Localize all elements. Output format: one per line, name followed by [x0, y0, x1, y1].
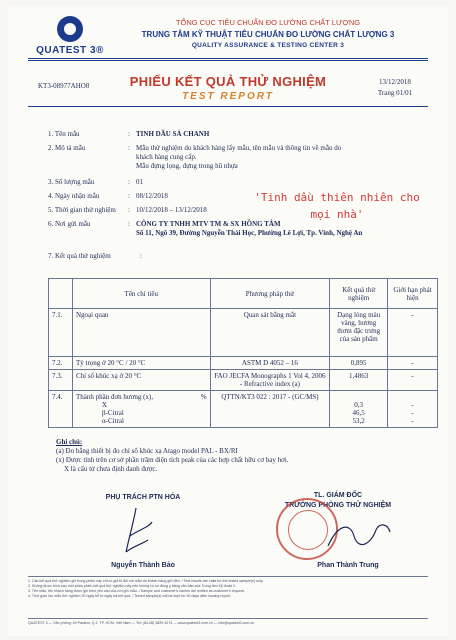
note-item: (x) Được tính trên cơ sở phần trăm diện tích peak của các hợp chất hữu cơ bay hơi.	[56, 456, 289, 464]
right-signer-title-2: TRƯỞNG PHÒNG THỬ NGHIỆM	[284, 502, 392, 509]
table-row	[49, 391, 438, 428]
info-label: Kết quả thử nghiệm	[55, 252, 111, 260]
sub-result: 53,2	[352, 417, 365, 425]
sub-limit: -	[411, 409, 414, 417]
info-label: Ngày nhận mẫu	[55, 192, 100, 200]
footer-line: 2. Không được trích sao một phần phiếu kết quả thử nghiệm này nếu không có sự đồng ý bằng văn bản của Trung tâm Kỹ thuật 3.	[28, 584, 236, 588]
results-table	[48, 278, 438, 428]
center-name-en: QUALITY ASSURANCE & TESTING CENTER 3	[191, 42, 345, 49]
page-number: Trang 01/01	[377, 89, 413, 97]
quatest-logo	[36, 16, 104, 56]
logo-text: QUATEST 3®	[36, 45, 104, 56]
sample-name-value: TINH DẦU SẢ CHANH	[136, 130, 210, 138]
info-num: 3.	[48, 178, 54, 186]
table-header-row	[49, 279, 438, 309]
row-unit: %	[200, 393, 207, 401]
sender-address: Số 11, Ngõ 39, Đường Nguyễn Thái Học, Phường Lê Lợi, Tp. Vinh, Nghệ An	[136, 229, 363, 237]
header-rule-2	[28, 60, 428, 61]
test-report-page	[8, 6, 448, 636]
sub-result: 0,3	[354, 401, 364, 409]
footer-line: 4. Thời gian lưu mẫu thử nghiệm 30 ngày kể từ ngày trả kết quả. / Tested sample(s) will be kept for 30 days after issuing report.	[28, 594, 231, 598]
info-label: Tên mẫu	[54, 130, 80, 138]
sub-limit: -	[411, 417, 414, 425]
row-method: ASTM D 4052 – 16	[210, 357, 330, 370]
footer-line: 1. Các kết quả thử nghiệm ghi trong phiếu này chỉ có giá trị đối với mẫu do khách hàng gửi đến. / Test results are valid for the tested sample(s) only.	[28, 579, 264, 583]
info-colon: :	[128, 144, 130, 152]
row-num: 7.4.	[49, 391, 73, 428]
left-signature	[108, 506, 168, 558]
notes-title: Ghi chú:	[56, 438, 83, 446]
row-result	[330, 391, 388, 428]
info-label: Mô tả mẫu	[55, 144, 86, 152]
sub-component-name: β-Citral	[101, 409, 124, 417]
table-header: Kết quả thử nghiệm	[330, 279, 388, 309]
sub-component-name: X	[101, 401, 108, 409]
description-value	[136, 144, 346, 171]
left-signer-title: PHỤ TRÁCH PTN HÓA	[105, 494, 181, 501]
row-num: 7.2.	[49, 357, 73, 370]
info-label: Nơi gửi mẫu	[55, 220, 91, 228]
sender-company: CÔNG TY TNHH MTV TM & SX HỒNG TÂM	[136, 220, 281, 228]
row-result: Dạng lỏng màu vàng, hương thơm đặc trưng của sản phẩm	[330, 309, 388, 357]
row-limit	[388, 391, 438, 428]
description-text-2: Mẫu đựng lọng, đựng trong hũ nhựa	[136, 162, 238, 170]
quatest-logo-icon	[57, 16, 83, 42]
info-num: 2.	[48, 144, 54, 152]
info-row-description	[48, 144, 438, 174]
report-code: KT3-08977AHO8	[38, 82, 90, 90]
sub-component-name: α-Citral	[101, 417, 124, 425]
table-header-num	[49, 279, 73, 309]
right-signer-title-1: TL. GIÁM ĐỐC	[313, 492, 363, 499]
row-limit: -	[388, 370, 438, 391]
sub-limit: -	[411, 401, 414, 409]
row-limit: -	[388, 309, 438, 357]
notes-section	[56, 438, 289, 474]
footer-address: QUATEST 3 — Văn phòng: 49 Pasteur, Q.1, TP. HCM, Việt Nam — Tel: (84-28) 3829 4274 — www.quatest3.com.vn — info@quatest3.com.vn	[28, 618, 428, 626]
row-name-text: Thành phần đơn hương (x),	[75, 393, 154, 401]
agency-name: TỔNG CỤC TIÊU CHUẨN ĐO LƯỜNG CHẤT LƯỢNG	[175, 18, 361, 27]
info-num: 5.	[48, 206, 54, 214]
footer-line: 3. Tên mẫu, tên khách hàng được ghi theo yêu cầu của nơi gửi mẫu. / Sample and customer's names are written as customer's request.	[28, 589, 245, 593]
title-rule	[28, 106, 428, 107]
note-item: (a) Đo bằng thiết bị đo chỉ số khúc xạ Atago model PAL - BX/RI	[56, 447, 238, 455]
row-name: Tỷ trọng ở 20 °C / 20 °C	[72, 357, 210, 370]
row-num: 7.3.	[49, 370, 73, 391]
row-result: 1,4863	[330, 370, 388, 391]
row-method: Quan sát bằng mắt	[210, 309, 330, 357]
row-limit: -	[388, 357, 438, 370]
right-signer-name: Phan Thành Trung	[317, 562, 379, 569]
footer-terms	[28, 576, 428, 599]
report-date: 13/12/2018	[379, 78, 411, 86]
info-colon: :	[140, 252, 142, 260]
handwritten-line-2: mọi nhà'	[310, 208, 364, 221]
right-signature	[324, 516, 394, 560]
info-colon: :	[128, 206, 130, 214]
table-header: Tên chỉ tiêu	[72, 279, 210, 309]
received-date-value: 08/12/2018	[136, 192, 168, 200]
info-num: 1.	[48, 130, 54, 138]
info-colon: :	[128, 178, 130, 186]
info-num: 6.	[48, 220, 54, 228]
info-num: 7.	[48, 252, 54, 260]
handwritten-annotation	[232, 189, 442, 223]
sub-result: 46,5	[352, 409, 365, 417]
left-signer-name: Nguyễn Thành Bảo	[111, 562, 175, 569]
table-row	[49, 357, 438, 370]
table-header: Giới hạn phát hiện	[388, 279, 438, 309]
info-colon: :	[128, 130, 130, 138]
test-period-value: 10/12/2018 – 13/12/2018	[136, 206, 207, 214]
info-label: Số lượng mẫu	[55, 178, 95, 186]
row-name: Chỉ số khúc xạ ở 20 °C	[72, 370, 210, 391]
row-result: 0,895	[330, 357, 388, 370]
info-colon: :	[128, 192, 130, 200]
report-title-vn: PHIẾU KẾT QUẢ THỬ NGHIỆM	[129, 74, 327, 89]
row-method: QTTN/KT3 022 : 2017 - (GC/MS)	[210, 391, 330, 428]
row-name: Ngoại quan	[72, 309, 210, 357]
header-rule	[28, 58, 428, 59]
row-method: FAO JECFA Monographs 1 Vol 4, 2006 - Refractive index (a)	[210, 370, 330, 391]
info-row-sample-name	[48, 130, 438, 142]
info-row-results	[48, 252, 438, 264]
info-colon: :	[128, 220, 130, 228]
table-row	[49, 309, 438, 357]
quantity-value: 01	[136, 178, 143, 186]
table-header: Phương pháp thử	[210, 279, 330, 309]
info-num: 4.	[48, 192, 54, 200]
report-title-en: TEST REPORT	[182, 91, 274, 102]
center-name-vn: TRUNG TÂM KỸ THUẬT TIÊU CHUẨN ĐO LƯỜNG CHẤT LƯỢNG 3	[141, 30, 395, 39]
info-label: Thời gian thử nghiệm	[54, 206, 116, 214]
description-text: Mẫu thử nghiệm do khách hàng lấy mẫu, tên mẫu và thông tin về mẫu do khách hàng cung cấp.	[136, 144, 342, 161]
handwritten-line-1: 'Tinh dầu thiên nhiên cho	[254, 191, 420, 204]
row-num: 7.1.	[49, 309, 73, 357]
table-row	[49, 370, 438, 391]
note-item: X là cấu tử chưa định danh được.	[64, 465, 158, 473]
info-row-sender	[48, 220, 438, 242]
row-name	[72, 391, 210, 428]
